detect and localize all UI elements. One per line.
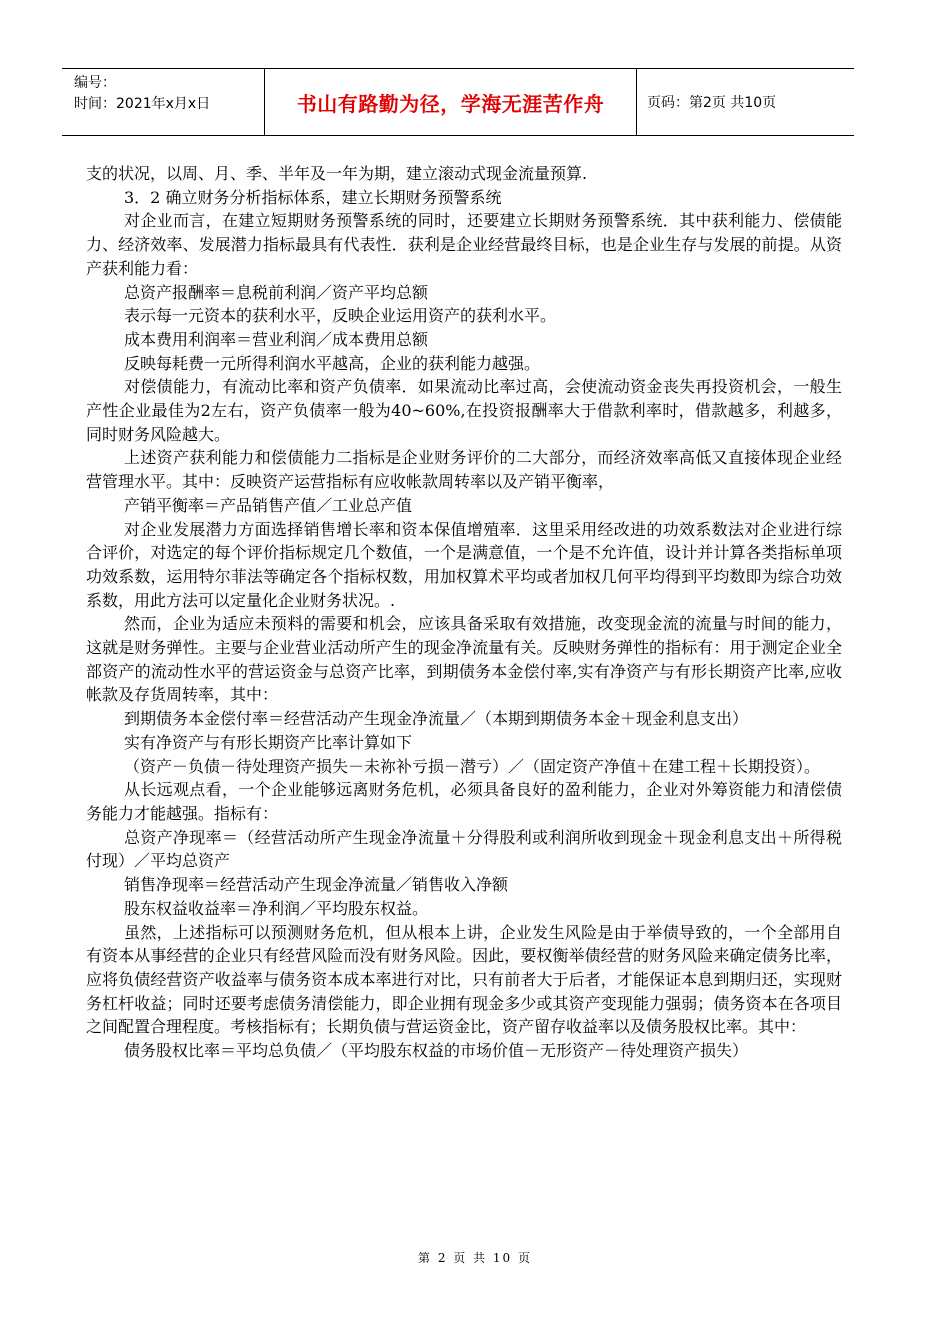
- body-paragraph: 上述资产获利能力和偿债能力二指标是企业财务评价的二大部分，而经济效率高低又直接体现企业经营管理水平。其中：反映资产运营指标有应收帐款周转率以及产销平衡率，: [86, 448, 842, 492]
- body-paragraph: 虽然，上述指标可以预测财务危机，但从根本上讲，企业发生风险是由于举债导致的，一个全部用自有资本从事经营的企业只有经营风险而没有财务风险。因此，要权衡举债经营的财务风险来确定债务比率，应将负债经营资产收益率与债务资本成本率进行对比，只有前者大于后者，才能保证本息到期归还，实现财务杠杆收益；同时还要考虑债务清偿能力，即企业拥有现金多少或其资产变现能力强弱；债务资本在各项目之间配置合理程度。考核指标有；长期负债与营运资金比，资产留存收益率以及债务股权比率。其中：: [86, 922, 842, 1037]
- body-paragraph: 对偿债能力，有流动比率和资产负债率．如果流动比率过高，会使流动资金丧失再投资机会，一般生产性企业最佳为2左右，资产负债率一般为40~60%,在投资报酬率大于借款利率时，借款越多，利越多，同时财务风险越大。: [86, 377, 842, 444]
- body-paragraph: 然而，企业为适应未预料的需要和机会，应该具备采取有效措施，改变现金流的流量与时间的能力，这就是财务弹性。主要与企业营业活动所产生的现金净流量有关。反映财务弹性的指标有：用于测定企业全部资产的流动性水平的营运资金与总资产比率，到期债务本金偿付率,实有净资产与有形长期资产比率,应收帐款及存货周转率，其中：: [86, 614, 842, 705]
- page-footer: 第 2 页 共 10 页: [418, 1251, 532, 1265]
- header-motto-cell: [265, 69, 637, 135]
- body-paragraph: 对企业而言，在建立短期财务预警系统的同时，还要建立长期财务预警系统．其中获利能力、偿债能力、经济效率、发展潜力指标最具有代表性．获利是企业经营最终目标，也是企业生存与发展的前提。从资产获利能力看：: [86, 211, 842, 278]
- body-paragraph: 总资产净现率＝（经营活动所产生现金净流量＋分得股利或利润所收到现金＋现金利息支出＋所得税付现）／平均总资产: [86, 827, 842, 871]
- document-date: 时间：2021年x月x日: [74, 96, 211, 112]
- body-paragraph: 从长远观点看，一个企业能够远离财务危机，必须具备良好的盈利能力，企业对外筹资能力和清偿债务能力才能越强。指标有：: [86, 780, 842, 823]
- document-number: 编号：: [74, 75, 116, 91]
- body-paragraph: 总资产报酬率＝息税前利润／资产平均总额: [124, 282, 429, 302]
- body-paragraph: 销售净现率＝经营活动产生现金净流量／销售收入净额: [124, 875, 509, 895]
- body-paragraph: 债务股权比率＝平均总负债／（平均股东权益的市场价值－无形资产－待处理资产损失）: [124, 1041, 749, 1061]
- body-paragraph: 对企业发展潜力方面选择销售增长率和资本保值增殖率．这里采用经改进的功效系数法对企业进行综合评价，对选定的每个评价指标规定几个数值，一个是满意值，一个是不允许值，设计并计算各类指标单项功效系数，运用特尔菲法等确定各个指标权数，用加权算术平均或者加权几何平均得到平均数即为综合功效系数，用此方法可以定量化企业财务状况。.: [86, 519, 842, 610]
- header-page-number: 页码：第2页 共10页: [647, 95, 777, 111]
- body-paragraph: 反映每耗费一元所得利润水平越高，企业的获利能力越强。: [124, 353, 541, 373]
- body-paragraph: 支的状况，以周、月、季、半年及一年为期，建立滚动式现金流量预算.: [86, 164, 588, 183]
- header-motto: 书山有路勤为径，学海无涯苦作舟: [296, 91, 605, 116]
- body-paragraph: （资产－负债－待处理资产损失－未祢补亏损－潜亏）／（固定资产净值＋在建工程＋长期投资）。: [124, 756, 821, 776]
- body-paragraph: 股东权益收益率＝净利润／平均股东权益。: [124, 898, 429, 918]
- document-body: [86, 162, 842, 1063]
- body-paragraph: 成本费用利润率＝营业利润／成本费用总额: [124, 329, 429, 349]
- body-paragraph: 3．2 确立财务分析指标体系，建立长期财务预警系统: [124, 187, 502, 207]
- header-meta: [62, 69, 265, 135]
- header-page-cell: [637, 69, 854, 135]
- body-paragraph: 实有净资产与有形长期资产比率计算如下: [124, 732, 413, 752]
- page-header: [62, 68, 854, 136]
- body-paragraph: 产销平衡率＝产品销售产值／工业总产值: [124, 495, 413, 515]
- body-paragraph: 表示每一元资本的获利水平，反映企业运用资产的获利水平。: [124, 306, 557, 326]
- body-paragraph: 到期债务本金偿付率＝经营活动产生现金净流量／（本期到期债务本金＋现金利息支出）: [124, 709, 749, 729]
